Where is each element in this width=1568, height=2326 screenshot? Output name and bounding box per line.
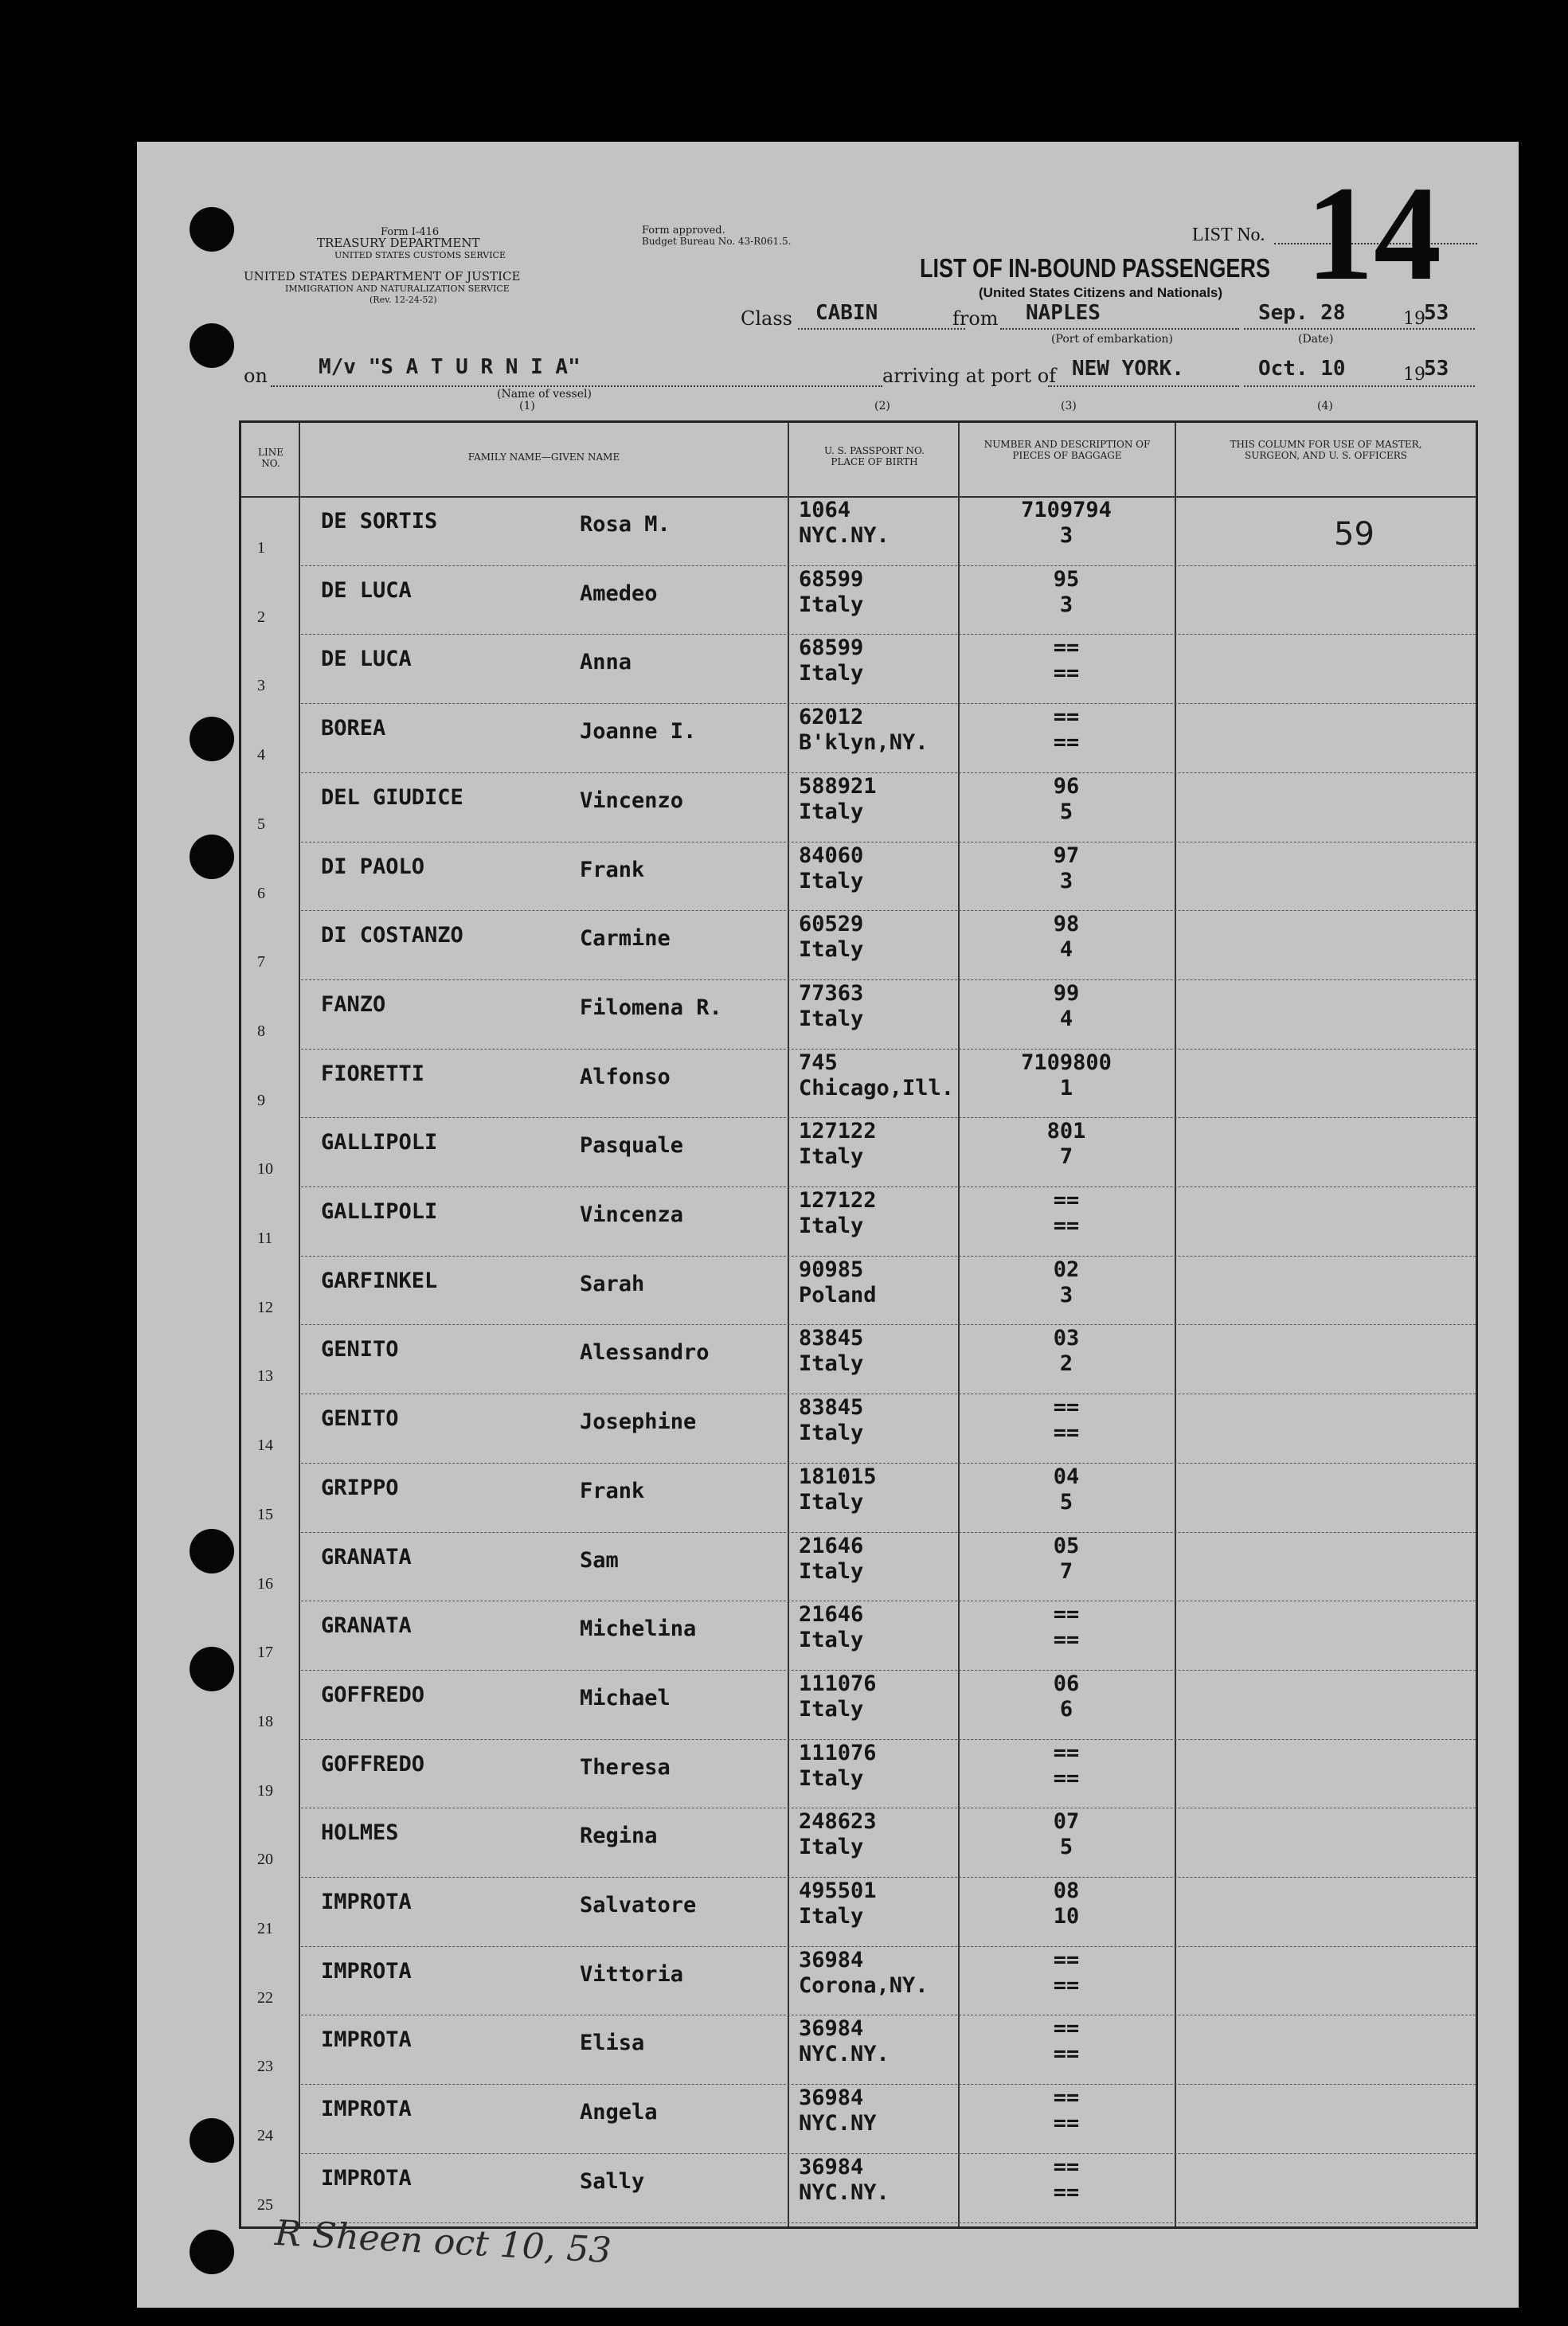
col-header-name: FAMILY NAME—GIVEN NAME — [467, 452, 620, 463]
baggage-pieces: == — [1053, 1421, 1080, 1446]
arriving-label: arriving at port of — [882, 365, 1057, 387]
departure-year-prefix: 19 — [1403, 309, 1425, 329]
from-value: NAPLES — [1026, 301, 1101, 325]
given-name: Vincenzo — [580, 788, 684, 813]
baggage-no: == — [1053, 1947, 1080, 1972]
arrival-date-line — [1244, 385, 1475, 387]
baggage-pieces: == — [1053, 661, 1080, 686]
given-name: Theresa — [580, 1754, 671, 1780]
punch-hole — [190, 717, 234, 761]
passport-no: 68599 — [799, 635, 864, 661]
place-of-birth: NYC.NY. — [799, 2042, 890, 2067]
place-of-birth: Italy — [799, 1696, 864, 1722]
family-name: GRANATA — [321, 1544, 412, 1570]
baggage-pieces: == — [1053, 1765, 1080, 1791]
baggage-no: 7109800 — [1021, 1050, 1112, 1075]
baggage-no: == — [1053, 705, 1080, 730]
line-number: 3 — [257, 677, 265, 695]
row-separator — [301, 1877, 1476, 1878]
place-of-birth: Italy — [799, 1421, 864, 1446]
baggage-pieces: 5 — [1059, 1489, 1073, 1515]
baggage-pieces: == — [1053, 2042, 1080, 2067]
vessel-caption: (Name of vessel) — [497, 388, 592, 401]
baggage-no: 7109794 — [1021, 498, 1112, 522]
line-number: 2 — [257, 608, 265, 626]
baggage-no: == — [1053, 1395, 1080, 1421]
place-of-birth: NYC.NY. — [799, 523, 890, 548]
line-number: 23 — [257, 2058, 273, 2076]
baggage-pieces: 10 — [1053, 1904, 1080, 1929]
row-separator — [301, 1186, 1476, 1187]
given-name: Filomena R. — [580, 995, 722, 1020]
place-of-birth: Italy — [799, 1558, 864, 1584]
place-of-birth: Italy — [799, 799, 864, 824]
class-line — [798, 328, 965, 330]
place-of-birth: Italy — [799, 661, 864, 686]
arrival-port-line — [1048, 385, 1239, 387]
row-separator — [301, 2153, 1476, 2154]
place-of-birth: B'klyn,NY. — [799, 730, 929, 756]
baggage-pieces: 5 — [1059, 799, 1073, 824]
vessel-line — [271, 385, 882, 387]
family-name: DI COSTANZO — [321, 923, 463, 948]
line-number: 19 — [257, 1781, 273, 1800]
given-name: Vittoria — [580, 1961, 684, 1987]
baggage-pieces: 3 — [1059, 523, 1073, 548]
col-divider — [299, 423, 300, 2226]
given-name: Frank — [580, 1478, 645, 1503]
customs-service: UNITED STATES CUSTOMS SERVICE — [334, 250, 506, 260]
row-separator — [301, 1256, 1476, 1257]
place-of-birth: Italy — [799, 1351, 864, 1377]
line-number: 24 — [257, 2127, 273, 2145]
ins-line: IMMIGRATION AND NATURALIZATION SERVICE — [285, 283, 510, 294]
form-number: Form I-416 — [381, 226, 440, 238]
arrival-year-prefix: 19 — [1403, 365, 1425, 385]
line-number: 8 — [257, 1022, 265, 1040]
justice-dept: UNITED STATES DEPARTMENT OF JUSTICE — [244, 269, 521, 283]
family-name: GRIPPO — [321, 1475, 399, 1500]
passport-no: 83845 — [799, 1395, 864, 1421]
line-number: 20 — [257, 1851, 273, 1869]
baggage-pieces: 3 — [1059, 868, 1073, 893]
arrival-date: Oct. 10 — [1258, 357, 1346, 381]
place-of-birth: Chicago,Ill. — [799, 1075, 955, 1100]
baggage-no: 95 — [1053, 566, 1080, 592]
passport-no: 495501 — [799, 1878, 877, 1903]
baggage-no: == — [1053, 1740, 1080, 1765]
punch-hole — [190, 835, 234, 879]
col-header-passport: U. S. PASSPORT NO. PLACE OF BIRTH — [824, 445, 925, 467]
given-name: Alfonso — [580, 1064, 671, 1089]
on-label: on — [244, 365, 268, 387]
vessel-name: M/v "S A T U R N I A" — [319, 355, 581, 379]
passport-no: 83845 — [799, 1326, 864, 1351]
col-header-baggage: NUMBER AND DESCRIPTION OF PIECES OF BAGGAGE — [983, 439, 1151, 461]
family-name: GOFFREDO — [321, 1751, 425, 1777]
baggage-pieces: == — [1053, 1628, 1080, 1653]
baggage-no: == — [1053, 635, 1080, 661]
passport-no: 60529 — [799, 912, 864, 937]
line-number: 25 — [257, 2195, 273, 2214]
baggage-pieces: 1 — [1059, 1075, 1073, 1100]
baggage-no: == — [1053, 1188, 1080, 1213]
place-of-birth: Italy — [799, 937, 864, 963]
family-name: DE LUCA — [321, 577, 412, 603]
line-number: 21 — [257, 1920, 273, 1937]
row-separator — [301, 1324, 1476, 1325]
handwritten-signature: R Sheen oct 10, 53 — [273, 2212, 612, 2272]
officer-mark: 59 — [1334, 516, 1374, 553]
line-number: 18 — [257, 1712, 273, 1730]
page-subtitle: (United States Citizens and Nationals) — [979, 285, 1223, 300]
given-name: Michael — [580, 1685, 671, 1710]
passport-no: 36984 — [799, 2154, 864, 2179]
from-label: from — [952, 307, 999, 330]
given-name: Rosa M. — [580, 512, 671, 537]
row-separator — [301, 634, 1476, 635]
passport-no: 248623 — [799, 1809, 877, 1835]
family-name: GALLIPOLI — [321, 1199, 438, 1224]
baggage-pieces: == — [1053, 1972, 1080, 1998]
place-of-birth: Italy — [799, 1835, 864, 1860]
port-caption: (Port of embarkation) — [1051, 333, 1173, 346]
line-number: 1 — [257, 539, 265, 557]
row-separator — [301, 703, 1476, 704]
family-name: DE LUCA — [321, 647, 412, 672]
passport-no: 127122 — [799, 1119, 877, 1144]
line-number: 22 — [257, 1988, 273, 2007]
baggage-pieces: 7 — [1059, 1558, 1073, 1584]
baggage-no: 02 — [1053, 1257, 1080, 1282]
baggage-no: == — [1053, 2154, 1080, 2179]
place-of-birth: Italy — [799, 1765, 864, 1791]
rev-date: (Rev. 12-24-52) — [370, 295, 437, 305]
col4-caption: (4) — [1317, 400, 1333, 412]
row-separator — [301, 1532, 1476, 1533]
date-line — [1244, 328, 1475, 330]
passport-no: 21646 — [799, 1602, 864, 1628]
given-name: Josephine — [580, 1409, 697, 1435]
row-separator — [301, 2084, 1476, 2085]
family-name: IMPROTA — [321, 1890, 412, 1914]
family-name: GOFFREDO — [321, 1682, 425, 1707]
family-name: GARFINKEL — [321, 1268, 438, 1293]
baggage-no: 98 — [1053, 912, 1080, 937]
given-name: Amedeo — [580, 581, 658, 606]
given-name: Carmine — [580, 926, 671, 952]
place-of-birth: Poland — [799, 1282, 877, 1308]
place-of-birth: Italy — [799, 1628, 864, 1653]
row-separator — [301, 565, 1476, 566]
baggage-pieces: 7 — [1059, 1144, 1073, 1170]
punch-hole — [190, 1529, 234, 1573]
arrival-year: 53 — [1424, 357, 1449, 381]
baggage-no: 08 — [1053, 1878, 1080, 1903]
passport-no: 68599 — [799, 566, 864, 592]
row-separator — [301, 772, 1476, 773]
treasury-dept: TREASURY DEPARTMENT — [317, 236, 480, 250]
place-of-birth: Italy — [799, 1214, 864, 1238]
given-name: Anna — [580, 650, 632, 675]
list-no-value: 14 — [1306, 158, 1441, 308]
baggage-pieces: 2 — [1059, 1351, 1073, 1377]
given-name: Joanne I. — [580, 719, 697, 745]
passport-no: 127122 — [799, 1188, 877, 1213]
baggage-no: 04 — [1053, 1464, 1080, 1489]
row-separator — [301, 1117, 1476, 1118]
passport-no: 77363 — [799, 980, 864, 1006]
family-name: IMPROTA — [321, 2097, 412, 2122]
baggage-pieces: == — [1053, 2111, 1080, 2136]
given-name: Elisa — [580, 2031, 645, 2056]
header-separator — [241, 496, 1476, 498]
row-separator — [301, 1946, 1476, 1947]
given-name: Vincenza — [580, 1202, 684, 1227]
line-number: 11 — [257, 1229, 273, 1247]
line-number: 9 — [257, 1091, 265, 1109]
family-name: GALLIPOLI — [321, 1130, 438, 1155]
baggage-no: 801 — [1046, 1119, 1086, 1144]
passport-no: 588921 — [799, 773, 877, 799]
departure-year: 53 — [1424, 301, 1449, 325]
row-separator — [301, 1670, 1476, 1671]
col-header-officers: THIS COLUMN FOR USE OF MASTER, SURGEON, AND U. S. OFFICERS — [1230, 439, 1422, 461]
place-of-birth: Italy — [799, 1489, 864, 1515]
passport-no: 36984 — [799, 2086, 864, 2111]
family-name: BOREA — [321, 716, 386, 741]
row-separator — [301, 979, 1476, 980]
line-number: 10 — [257, 1160, 273, 1179]
baggage-no: == — [1053, 2086, 1080, 2111]
vessel-caption-num: (1) — [519, 400, 535, 412]
family-name: IMPROTA — [321, 2027, 412, 2053]
family-name: IMPROTA — [321, 2165, 412, 2191]
class-value: CABIN — [815, 301, 878, 325]
passport-no: 62012 — [799, 705, 864, 730]
place-of-birth: Corona,NY. — [799, 1972, 929, 1998]
punch-hole — [190, 2118, 234, 2163]
place-of-birth: NYC.NY. — [799, 2179, 890, 2205]
passport-no: 181015 — [799, 1464, 877, 1489]
line-number: 7 — [257, 953, 265, 971]
baggage-pieces: 3 — [1059, 1282, 1073, 1308]
given-name: Sarah — [580, 1271, 645, 1296]
passenger-table — [239, 420, 1478, 2229]
given-name: Michelina — [580, 1616, 697, 1642]
line-number: 17 — [257, 1644, 273, 1662]
baggage-no: == — [1053, 2016, 1080, 2042]
place-of-birth: NYC.NY — [799, 2111, 877, 2136]
form-approved: Form approved. — [642, 225, 725, 237]
punch-hole — [190, 1647, 234, 1691]
place-of-birth: Italy — [799, 1006, 864, 1031]
baggage-no: 05 — [1053, 1533, 1080, 1558]
place-of-birth: Italy — [799, 868, 864, 893]
baggage-pieces: == — [1053, 730, 1080, 756]
line-number: 13 — [257, 1367, 273, 1386]
row-separator — [301, 1463, 1476, 1464]
row-separator — [301, 910, 1476, 911]
row-separator — [301, 1739, 1476, 1740]
given-name: Alessandro — [580, 1340, 710, 1366]
departure-date: Sep. 28 — [1258, 301, 1346, 325]
baggage-pieces: 4 — [1059, 937, 1073, 963]
page-title: LIST OF IN-BOUND PASSENGERS — [920, 253, 1271, 283]
baggage-no: == — [1053, 1602, 1080, 1628]
line-number: 4 — [257, 746, 265, 764]
given-name: Sam — [580, 1547, 619, 1573]
punch-hole — [190, 323, 234, 368]
col3-caption: (3) — [1061, 400, 1077, 412]
baggage-pieces: 4 — [1059, 1006, 1073, 1031]
baggage-no: 06 — [1053, 1671, 1080, 1696]
passport-no: 84060 — [799, 842, 864, 868]
baggage-pieces: 5 — [1059, 1835, 1073, 1860]
budget-bureau: Budget Bureau No. 43-R061.5. — [642, 236, 792, 247]
family-name: DEL GIUDICE — [321, 784, 463, 810]
passport-no: 36984 — [799, 1947, 864, 1972]
family-name: GRANATA — [321, 1613, 412, 1639]
family-name: GENITO — [321, 1406, 399, 1432]
baggage-pieces: == — [1053, 1214, 1080, 1238]
baggage-no: 07 — [1053, 1809, 1080, 1835]
baggage-pieces: == — [1053, 2179, 1080, 2205]
line-number: 14 — [257, 1437, 273, 1455]
given-name: Sally — [580, 2168, 645, 2194]
given-name: Pasquale — [580, 1133, 684, 1159]
place-of-birth: Italy — [799, 592, 864, 617]
punch-hole — [190, 207, 234, 252]
family-name: DE SORTIS — [321, 509, 438, 534]
passport-no: 111076 — [799, 1740, 877, 1765]
baggage-no: 96 — [1053, 773, 1080, 799]
arrival-port: NEW YORK. — [1072, 357, 1184, 381]
passport-no: 745 — [799, 1050, 838, 1075]
given-name: Salvatore — [580, 1893, 697, 1917]
punch-hole — [190, 2230, 234, 2274]
col-header-line-no: LINE NO. — [258, 447, 283, 469]
line-number: 6 — [257, 884, 265, 902]
given-name: Angela — [580, 2100, 658, 2125]
class-label: Class — [741, 307, 792, 330]
col2-caption: (2) — [874, 400, 890, 412]
family-name: GENITO — [321, 1337, 399, 1362]
family-name: HOLMES — [321, 1820, 399, 1846]
family-name: FIORETTI — [321, 1061, 425, 1086]
line-number: 15 — [257, 1505, 273, 1523]
passport-no: 21646 — [799, 1533, 864, 1558]
baggage-no: 03 — [1053, 1326, 1080, 1351]
row-separator — [301, 1049, 1476, 1050]
passport-no: 36984 — [799, 2016, 864, 2042]
line-number: 16 — [257, 1574, 273, 1593]
baggage-pieces: 6 — [1059, 1696, 1073, 1722]
passport-no: 90985 — [799, 1257, 864, 1282]
family-name: FANZO — [321, 991, 386, 1017]
passport-no: 111076 — [799, 1671, 877, 1696]
place-of-birth: Italy — [799, 1144, 864, 1170]
place-of-birth: Italy — [799, 1904, 864, 1929]
list-no-label: LIST No. — [1192, 225, 1265, 245]
given-name: Frank — [580, 857, 645, 882]
family-name: DI PAOLO — [321, 854, 425, 879]
baggage-pieces: 3 — [1059, 592, 1073, 617]
family-name: IMPROTA — [321, 1958, 412, 1984]
from-line — [1000, 328, 1239, 330]
baggage-no: 99 — [1053, 980, 1080, 1006]
line-number: 12 — [257, 1298, 273, 1316]
given-name: Regina — [580, 1824, 658, 1849]
date-caption: (Date) — [1298, 333, 1334, 346]
line-number: 5 — [257, 815, 265, 833]
baggage-no: 97 — [1053, 842, 1080, 868]
passport-no: 1064 — [799, 498, 851, 522]
